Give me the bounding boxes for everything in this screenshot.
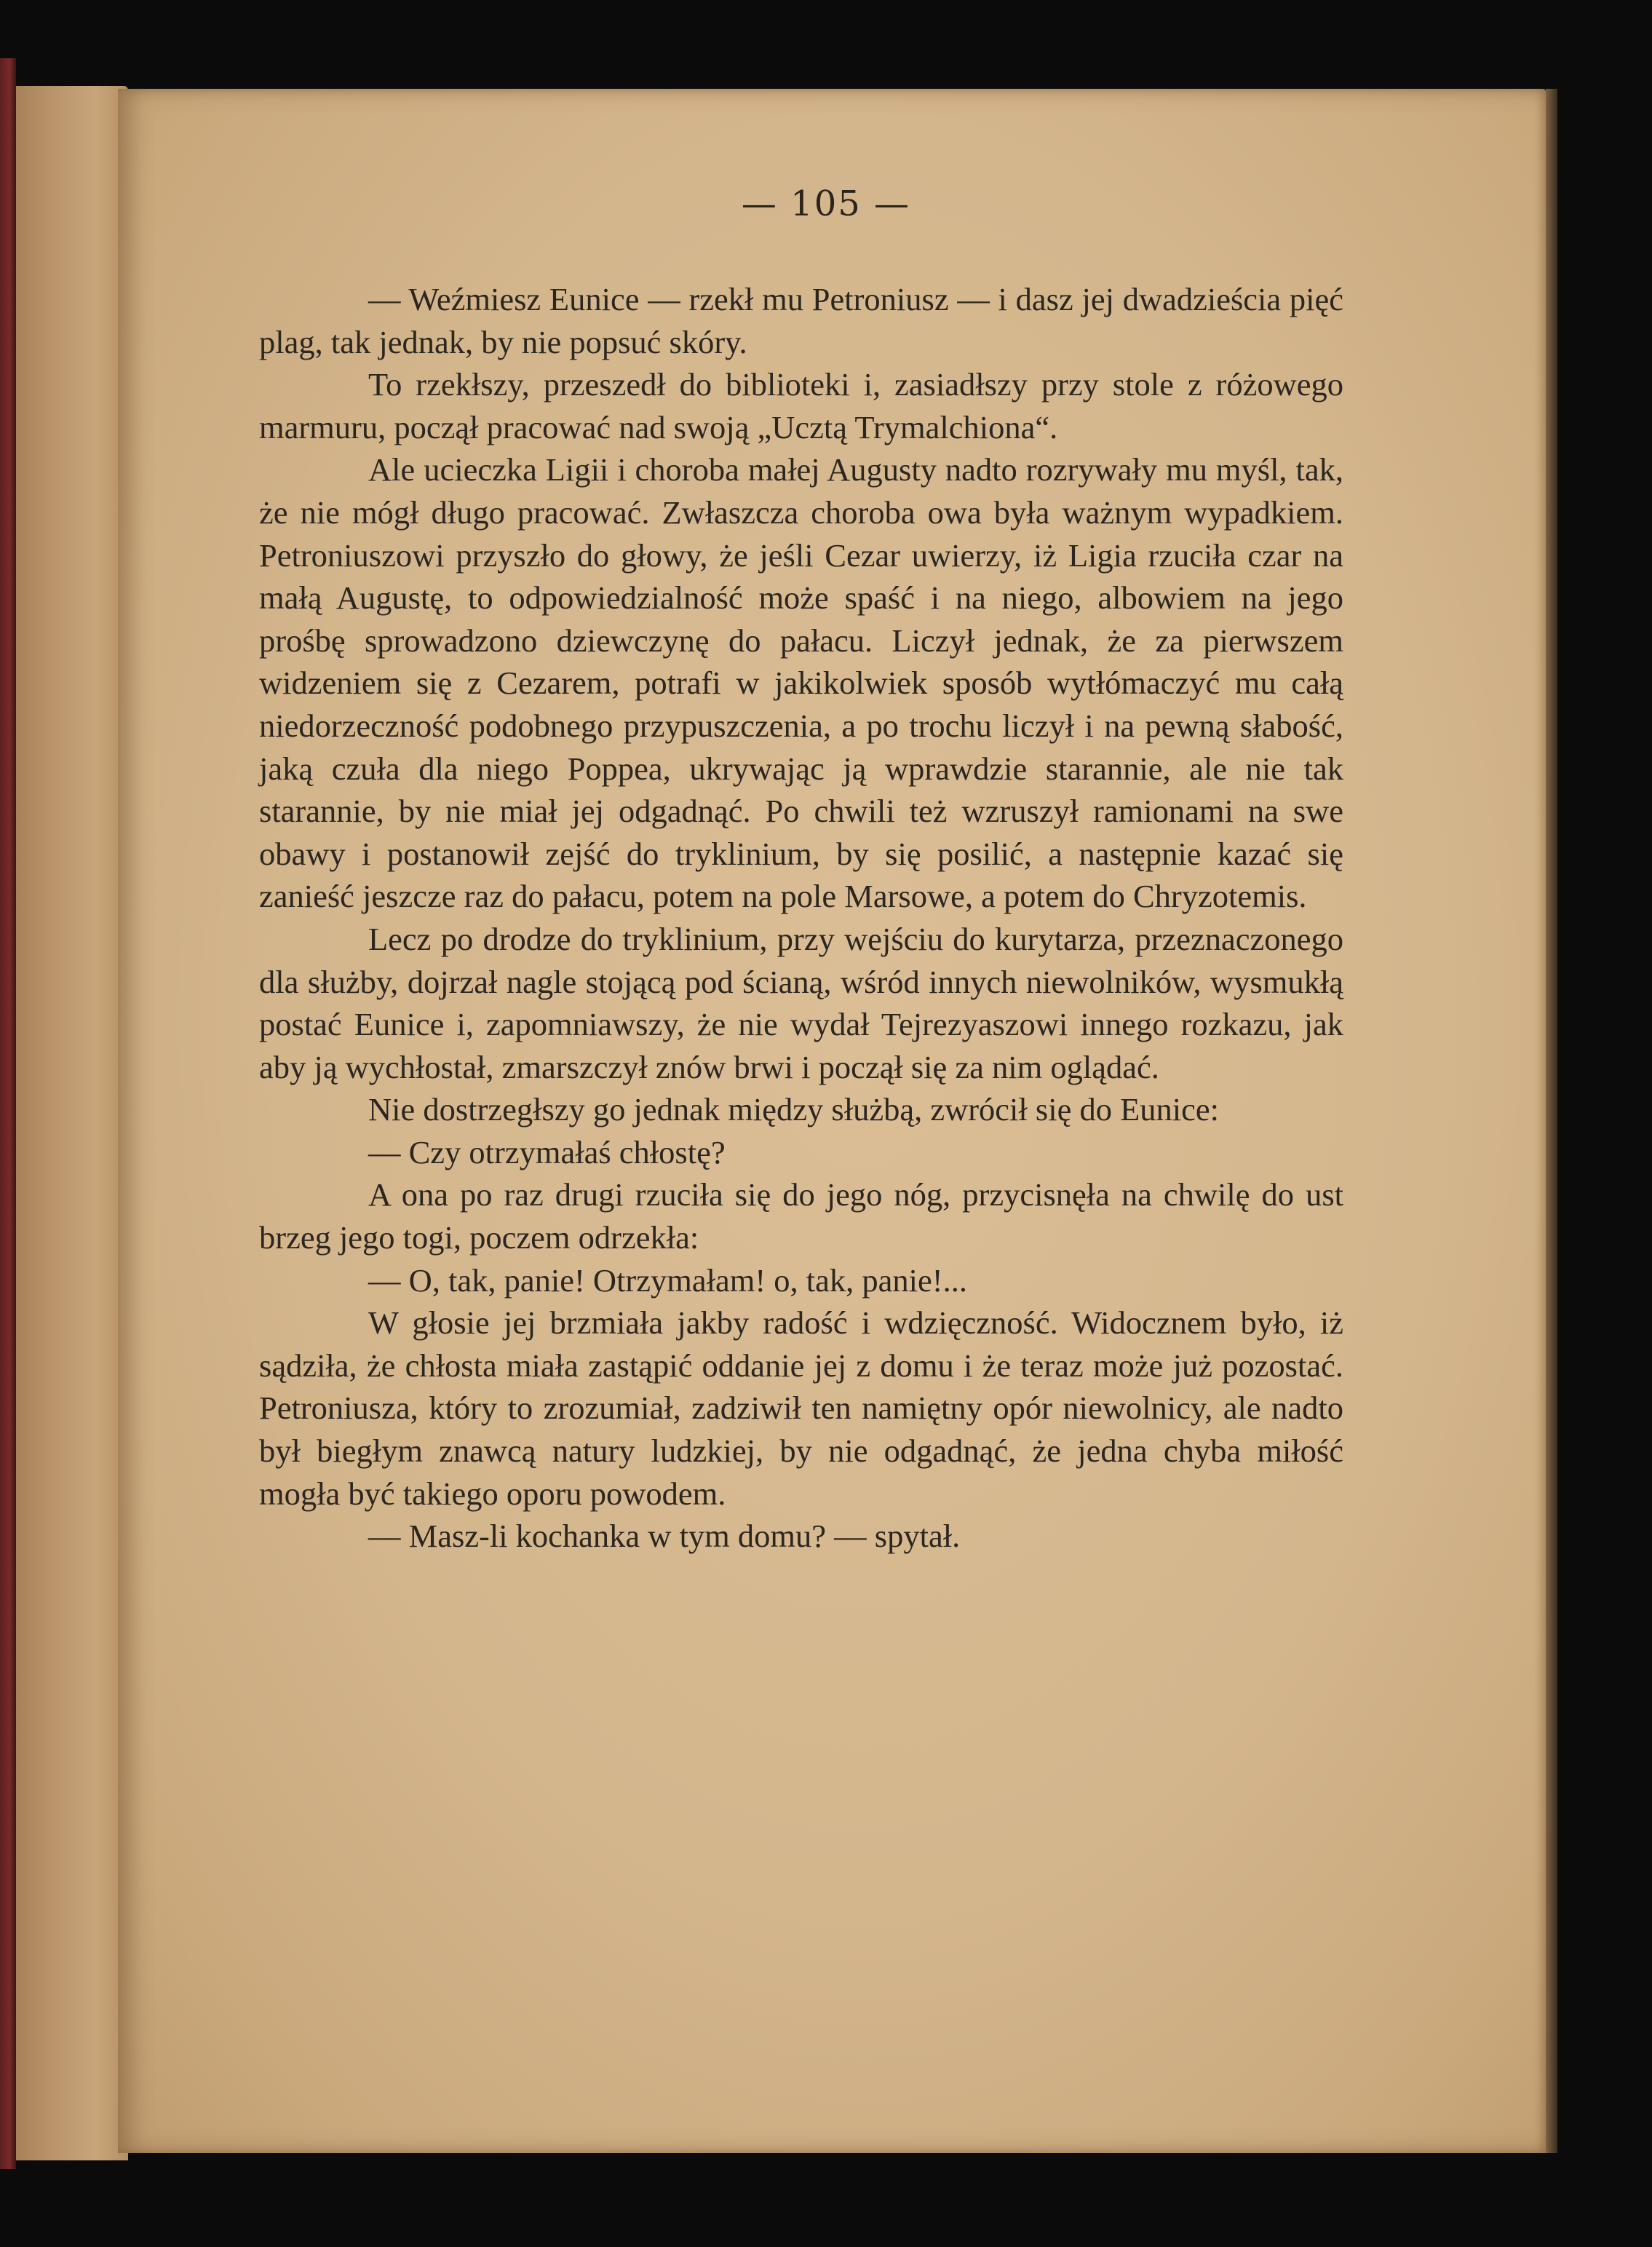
paragraph: Lecz po drodze do tryklinium, przy wejściu do kurytarza, przeznaczonego dla służby, dojrzał nagle stojącą pod ścianą, wśród innych niewolników, wysmukłą postać Eunice i, zapomniawszy, że nie wydał Tejrezyaszowi innego rozkazu, jak aby ją wychłostał, zmarszczył znów brwi i począł się za nim oglądać. [259,920,1343,1085]
paragraph: Nie dostrzegłszy go jednak między służbą, zwrócił się do Eunice: [368,1091,1219,1128]
paragraph: Ale ucieczka Ligii i choroba małej Augusty nadto rozrywały mu myśl, tak, że nie mógł długo pracować. Zwłaszcza choroba owa była ważnym wypadkiem. Petroniuszowi przyszło do głowy, że jeśli Cezar uwierzy, iż Ligia rzuciła czar na małą Augustę, to odpowiedzialność może spaść i na niego, albowiem na jego prośbę sprowadzono dziewczynę do pałacu. Liczył jednak, że za pierwszem widzeniem się z Cezarem, potrafi w jakikolwiek sposób wytłómaczyć mu całą niedorzeczność podobnego przypuszczenia, a po trochu liczył i na pewną słabość, jaką czuła dla niego Poppea, ukrywając ją wprawdzie starannie, ale nie tak starannie, by nie miał jej odgadnąć. Po chwili też wzruszył ramionami na swe obawy i postanowił zejść do tryklinium, by się posilić, a następnie kazać się zanieść jeszcze raz do pałacu, potem na pole Marsowe, a potem do Chryzotemis. [259,451,1343,915]
paragraph: — Masz-li kochanka w tym domu? — spytał. [368,1518,961,1555]
previous-page-edge [0,86,128,2160]
page-number: — 105 — [741,183,911,224]
book-spine [0,58,16,2169]
page-right-edge [1546,89,1557,2153]
paragraph: W głosie jej brzmiała jakby radość i wdzięczność. Widocznem było, iż sądziła, że chłosta miała zastąpić oddanie jej z domu i że teraz może już pozostać. Petroniusza, który to zrozumiał, zadziwił ten namiętny opór niewolnicy, ale nadto był biegłym znawcą natury ludzkiej, by nie odgadnąć, że jedna chyba miłość mogła być takiego oporu powodem. [259,1304,1343,1512]
paragraph: — Weźmiesz Eunice — rzekł mu Petroniusz — i dasz jej dwadzieścia pięć plag, tak jednak, by nie popsuć skóry. [259,281,1343,360]
paragraph: To rzekłszy, przeszedł do biblioteki i, zasiadłszy przy stole z różowego marmuru, począł pracować nad swoją „Ucztą Trymalchiona“. [259,366,1343,445]
paragraph: A ona po raz drugi rzuciła się do jego nóg, przycisnęła na chwilę do ust brzeg jego togi, poczem odrzekła: [259,1176,1343,1256]
paragraph: — O, tak, panie! Otrzymałam! o, tak, panie!... [368,1261,967,1299]
paragraph: — Czy otrzymałaś chłostę? [368,1133,726,1170]
page-text [259,278,1343,1558]
